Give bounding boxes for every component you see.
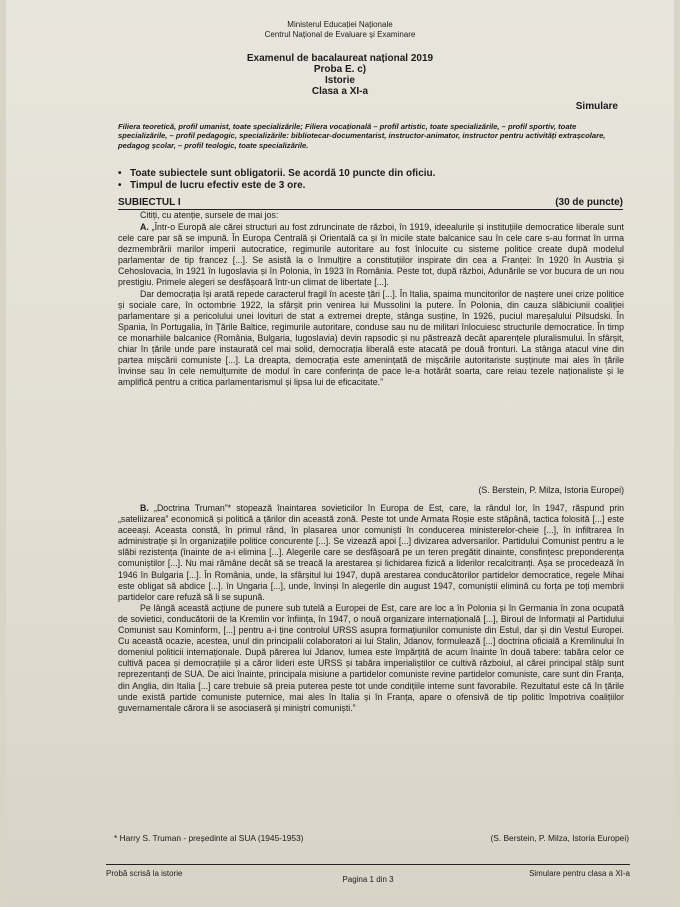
source-b-citation: (S. Berstein, P. Milza, Istoria Europei) bbox=[490, 833, 629, 843]
exam-subject: Istorie bbox=[324, 75, 355, 86]
filiera-text: Filiera teoretică, profil umanist, toate specializările; Filiera vocațională – profil artistic, toate specializările, – profil sportiv, toate specializările, – profil pedagogic, specializările: bibliotecar-documentarist, instructor-animator, instructor pentru activități extrașcolare, pedagog școlar, – profil teologic, toate specializările. bbox=[118, 122, 606, 150]
source-b-footnote-row bbox=[114, 833, 629, 843]
intro-text: Citiți, cu atenție, sursele de mai jos: bbox=[140, 210, 279, 220]
source-a bbox=[118, 222, 624, 484]
exam-title: Examenul de bacalaureat național 2019 bbox=[246, 53, 434, 64]
bullet-icon: • bbox=[118, 168, 122, 179]
section-points: (30 de puncte) bbox=[555, 197, 623, 208]
instruction-text: Timpul de lucru efectiv este de 3 ore. bbox=[130, 180, 306, 191]
footer-right: Simulare pentru clasa a XI-a bbox=[529, 869, 630, 878]
footnote: * Harry S. Truman - președinte al SUA (1945-1953) bbox=[114, 833, 304, 843]
source-b-paragraph-2: Pe lângă această acțiune de punere sub tutelă a Europei de Est, care are loc a în Polonia și în Germania în zona ocupată de sovietici, conducătorii de la Kremlin vor înființa, în 1947, o nouă organizare internațională [...], Biroul de Informații al Partidului Comunist sau Kominform, [...] pentru a-i ține controlul URSS asupra formațiunilor comuniste din Estul, dar și din Vestul Europei. Cu această ocazie, acestea, unul din principalii colaboratori ai lui Stalin, Jdanov, formulează [...] doctrina oficială a Kremlinului în domeniul politicii internaționale. După părerea lui Jdanov, lumea este împărțită de acum înainte în două tabere: tabăra celor ce cultivă pacea și democrațiile și a căror lideri este URSS și tabăra imperialiștilor ce cultivă războiul, al cărei principal stâlp sunt reprezentanți de SUA. De aici înainte, principala misiune a partidelor comuniste revine partidelor comuniste, care sunt din Franța, din Anglia, din Italia [...] care trebuie să preia puterea peste tot unde condițiile interne sunt favorabile. Rezultatul este că în țările unde există partide comuniste puternice, mai ales în Italia și în Franța, apare o ofensivă de tip politic împotriva coalițiilor guvernamentale cărora li se asociaseră și miniștri comuniști.” bbox=[118, 602, 624, 713]
source-a-label: A. bbox=[140, 222, 149, 232]
source-a-paragraph-2: Dar democrația își arată repede caracterul fragil în aceste țări [...]. În Italia, spaima muncitorilor de naștere unei crize politice și sociale care, în octombrie 1922, la sfârșit prin venirea lui Mussolini la putere. În Polonia, din cauza slăbiciunii coaliției parlamentare și a pericolului unei lovituri de stat a extremei drepte, stânga susține, în 1926, puciul mareșalului Pilsudski. În Spania, în Portugalia, în Țările Baltice, regimurile autoritare, conduse sau nu de militari înlocuiesc structurile democratice. În timp ce monarhiile balcanice (România, Bulgaria, Iugoslavia) devin rapsodic și nu păstrează decât aparențele pluralismului. În sfârșit, chiar în țările unde pare instaurată cel mai solid, democrația liberală este atacată pe două fronturi. La stânga atacul vine din partea mișcării comuniste [...]. La dreapta, democrația este amenințată de mișcările autoritariste sușținute mai ales în țările învinse sau în cele nemulțumite de modul în care conferința de pace le-a hotărât soarta, care reiau tezele naționaliste și le amplifică pentru a critica parlamentarismul și lipsa lui de eficacitate.” bbox=[118, 288, 624, 388]
instruction-item bbox=[118, 180, 624, 192]
center-name: Centrul Național de Evaluare și Examinare bbox=[264, 30, 416, 39]
ministry-header bbox=[6, 20, 674, 40]
simulation-tag: Simulare bbox=[575, 101, 618, 112]
page-footer bbox=[106, 864, 630, 884]
exam-class: Clasa a XI-a bbox=[311, 86, 369, 97]
instruction-text: Toate subiectele sunt obligatorii. Se acordă 10 puncte din oficiu. bbox=[130, 168, 436, 179]
footer-left: Probă scrisă la istorie bbox=[106, 869, 183, 878]
section-heading bbox=[118, 197, 623, 210]
page-number: Pagina 1 din 3 bbox=[342, 875, 394, 884]
source-b-label: B. bbox=[140, 503, 149, 513]
section-title: SUBIECTUL I bbox=[118, 197, 181, 208]
source-a-paragraph-1: A. „Într-o Europă ale cărei structuri au fost zdruncinate de război, în 1919, ideealurile și instituțiile democratice liberale sunt cele care par să se impună. În Europa Centrală și Orientală ca și în micile state balcanice sau în cele care s-au format în urma dezmembrării marilor imperii autocratice, regimurile autoritare au fost înlocuite cu sisteme politice create după modelul parlamentar de tip francez [...]. Se asistă la o înmulțire a constituțiilor inspirate din cea a Franței: în 1920 în Austria și Cehoslovacia, în 1921 în Iugoslavia și în Polonia, în 1923 în România. Peste tot, după război, Adunările se vor bucura de un nou prestigiu. Primele alegeri se desfășoară într-un climat de libertate [...]. bbox=[118, 222, 624, 288]
source-b bbox=[118, 503, 624, 831]
ministry-name: Ministerul Educației Naționale bbox=[287, 20, 393, 29]
exam-title-block bbox=[6, 53, 674, 97]
instructions-list bbox=[118, 168, 624, 192]
source-b-paragraph-1: B. „Doctrina Truman”* stopează înaintarea sovieticilor în Europa de Est, care, la rândul lor, în 1947, răspund prin „sateliizarea” economică și politică a țărilor din această zonă. Peste tot unde Armata Roșie este stăpână, tactica folosită [...] este aceeași. Aceasta constă, în primul rând, în plasarea unor comuniști în conducerea ministerelor-cheie [...], în infiltrarea în administrație și în organizațiile politice concurente [...]. Se vizează apoi [...] divizarea adversarilor. Partidului Comunist pentru a le slăbi rezistența (înainte de a-i elimina [...]. Alegerile care se desfășoară pe un teren pregătit dinainte, consfințesc preponderența comuniștilor [...]. Nu mai rămâne decât să se treacă la arestarea și lichidarea fizică a liderilor recalcitranți. Așa se procedează în 1946 în Bulgaria [...]. În România, unde, la sfârșitul lui 1947, după arestarea conducătorilor partidelor democratice, regele Mihai este obligat să abdice [...]. în Ungaria [...], unde, învinși în alegerile din august 1947, comuniștii elimină cu forța pe toți membrii partidelor care refuză să li se supună. bbox=[118, 503, 624, 602]
exam-proba: Proba E. c) bbox=[313, 64, 367, 75]
bullet-icon: • bbox=[118, 180, 122, 191]
source-a-citation: (S. Berstein, P. Milza, Istoria Europei) bbox=[478, 485, 624, 495]
exam-page bbox=[6, 0, 674, 907]
instruction-item bbox=[118, 168, 624, 180]
